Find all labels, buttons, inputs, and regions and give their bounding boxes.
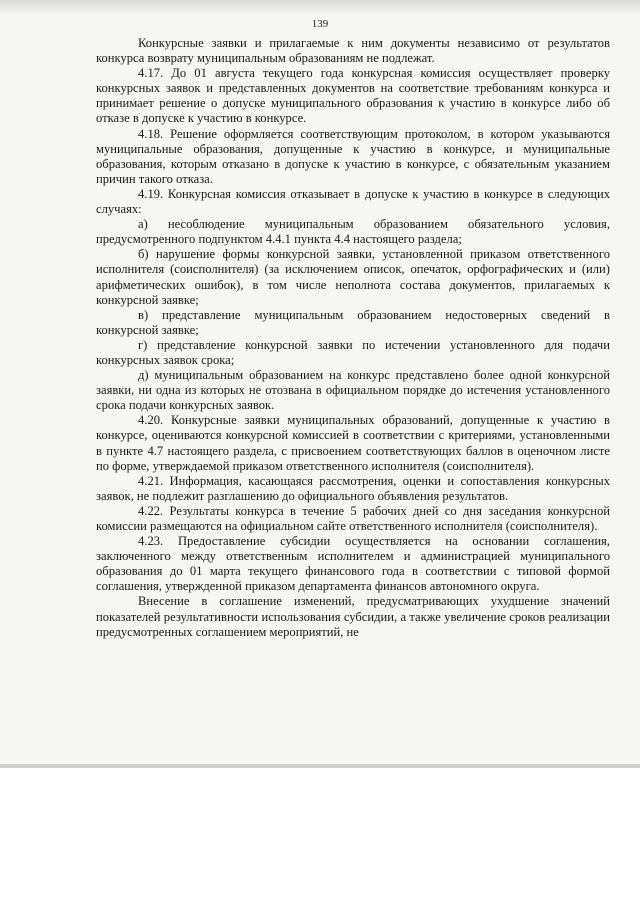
list-item-d: д) муниципальным образованием на конкурс представлено более одной конкурсной заявки, ни одна из которых не отозвана в официальном порядке до истечения установленного срока подачи конкурсных заявок. <box>96 368 610 413</box>
paragraph-4-19: 4.19. Конкурсная комиссия отказывает в допуске к участию в конкурсе в следующих случаях: <box>96 186 610 217</box>
list-item-b: б) нарушение формы конкурсной заявки, установленной приказом ответственного исполнителя (соисполнителя) (за исключением описок, опечаток, орфографических и (или) арифметических ошибок), в том числе неполнота состава документов, прилагаемых к конкурсной заявке; <box>96 247 610 307</box>
paragraph-4-18: 4.18. Решение оформляется соответствующим протоколом, в котором указываются муниципальные образования, допущенные к участию в конкурсе, и муниципальные образования, которым отказано в допуске к участию в конкурсе, с обязательным указанием причин такого отказа. <box>96 126 610 186</box>
list-item-v: в) представление муниципальным образованием недостоверных сведений в конкурсной заявке; <box>96 307 610 337</box>
paragraph-4-20: 4.20. Конкурсные заявки муниципальных образований, допущенные к участию в конкурсе, оцениваются конкурсной комиссией в соответствии с критериями, установленными в пункте 4.7 настоящего раздела, с присвоением соответствующих баллов в оценочном листе по форме, утверждаемой приказом ответственного исполнителя (соисполнителя). <box>96 413 610 473</box>
paragraph-4-21: 4.21. Информация, касающаяся рассмотрения, оценки и сопоставления конкурсных заявок, не подлежит разглашению до официального объявления результатов. <box>96 473 610 503</box>
page-number: 139 <box>311 18 329 30</box>
document-body <box>96 36 610 640</box>
paragraph-4-22: 4.22. Результаты конкурса в течение 5 рабочих дней со дня заседания конкурсной комиссии размещаются на официальном сайте ответственного исполнителя (соисполнителя). <box>96 503 610 533</box>
list-item-g: г) представление конкурсной заявки по истечении установленного для подачи конкурсных заявок срока; <box>96 337 610 367</box>
blank-area <box>0 768 640 905</box>
paragraph-4-17: 4.17. До 01 августа текущего года конкурсная комиссия осуществляет проверку конкурсных заявок и представленных документов на соответствие требованиям конкурса и принимает решение о допуске муниципального образования к участию в конкурсе либо об отказе в допуске к участию в конкурсе. <box>96 66 610 126</box>
list-item-a: а) несоблюдение муниципальным образованием обязательного условия, предусмотренного подпунктом 4.4.1 пункта 4.4 настоящего раздела; <box>96 217 610 247</box>
scan-top-edge <box>0 0 640 16</box>
paragraph-intro: Конкурсные заявки и прилагаемые к ним документы независимо от результатов конкурса возврату муниципальным образованиям не подлежат. <box>96 36 610 66</box>
paragraph-amendments: Внесение в соглашение изменений, предусматривающих ухудшение значений показателей результативности использования субсидии, а также увеличение сроков реализации предусмотренных соглашением мероприятий, не <box>96 594 610 639</box>
paragraph-4-23: 4.23. Предоставление субсидии осуществляется на основании соглашения, заключенного между ответственным исполнителем и администрацией муниципального образования до 01 марта текущего финансового года в соответствии с типовой формой соглашения, утвержденной приказом департамента финансов автономного округа. <box>96 534 610 594</box>
